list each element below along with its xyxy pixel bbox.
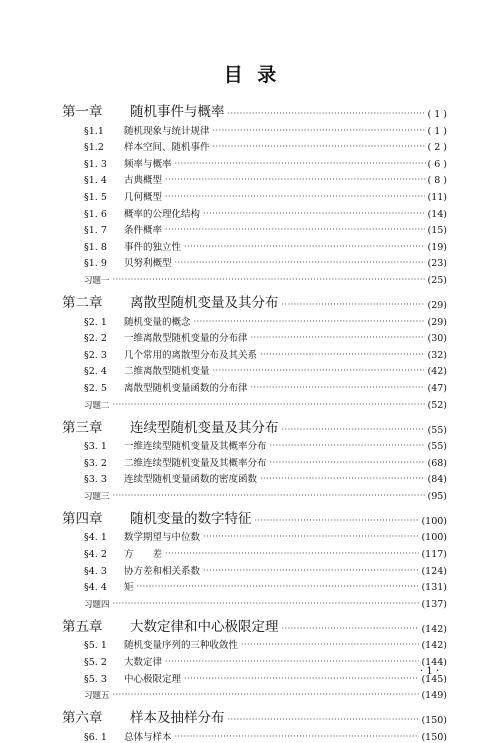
toc-section-row	[62, 344, 447, 361]
toc-entry-page: (30)	[427, 333, 447, 345]
toc-exercise-row	[62, 269, 447, 286]
toc-entry-number: 第三章	[62, 419, 103, 436]
toc-section-row	[62, 436, 447, 453]
toc-section-row	[62, 220, 447, 237]
dot-leader	[251, 384, 426, 394]
toc-entry-page: ( 1 )	[427, 125, 447, 137]
toc-entry-number: §1. 8	[84, 241, 107, 253]
toc-exercise-row	[62, 394, 447, 411]
toc-entry-title: 习题二	[84, 400, 110, 411]
toc-entry-page: (150)	[421, 731, 447, 743]
toc-entry-title: 连续型随机变量函数的密度函数	[124, 474, 258, 486]
toc-entry-number: §1.1	[84, 125, 104, 137]
toc-entry-number: §1. 7	[84, 225, 107, 237]
toc-entry-title: 随机现象与统计规律	[124, 125, 210, 137]
toc-entry-number: §6. 1	[84, 731, 107, 743]
dot-leader	[213, 143, 426, 153]
dot-leader	[165, 176, 425, 186]
toc-entry-page: (29)	[427, 316, 447, 328]
toc-entry-number: 第四章	[62, 510, 103, 527]
toc-section-row	[62, 361, 447, 378]
dot-leader	[282, 625, 420, 635]
toc-entry-title: 随机变量序列的三种收敛性	[124, 640, 239, 652]
toc-entry-title: 总体与样本	[124, 731, 172, 743]
toc-section-row	[62, 328, 447, 345]
dot-leader	[165, 658, 419, 668]
toc-entry-number: 第五章	[62, 618, 103, 635]
toc-entry-page: (100)	[421, 515, 447, 527]
toc-entry-title: 协方差和相关系数	[124, 565, 201, 577]
toc-entry-title: 方 差	[124, 549, 163, 561]
toc-entry-page: (29)	[427, 299, 447, 311]
dot-leader	[241, 641, 419, 651]
dot-leader	[260, 475, 425, 485]
toc-section-row	[62, 203, 447, 220]
toc-entry-number: §5. 2	[84, 657, 107, 669]
toc-entry-page: (95)	[427, 490, 447, 502]
toc-entry-number: 第二章	[62, 294, 103, 311]
toc-entry-page: ( 8 )	[427, 175, 447, 187]
toc-entry-title: 样本空间、随机事件	[124, 142, 210, 154]
dot-leader	[282, 301, 426, 311]
toc-entry-title: 中心极限定理	[124, 673, 182, 685]
toc-section-row	[62, 311, 447, 328]
toc-entry-page: (100)	[421, 532, 447, 544]
dot-leader	[282, 426, 426, 436]
toc-entry-title: 离散型随机变量函数的分布律	[124, 382, 248, 394]
toc-entry-title: 大数定律	[124, 657, 163, 669]
page-title: 目 录	[223, 64, 281, 86]
toc-entry-page: (131)	[421, 582, 447, 594]
toc-entry-page: (25)	[427, 274, 447, 286]
toc-entry-title: 习题四	[84, 599, 110, 610]
toc-entry-page: (47)	[427, 382, 447, 394]
toc-entry-number: §2. 2	[84, 333, 107, 345]
toc-entry-page: (145)	[421, 673, 447, 685]
toc-entry-page: ( 2 )	[427, 142, 447, 154]
toc-section-row	[62, 153, 447, 170]
toc-section-row	[62, 377, 447, 394]
toc-entry-number: §1. 5	[84, 191, 107, 203]
toc-entry-page: (55)	[427, 441, 447, 453]
toc-entry-title: 古典概型	[124, 175, 163, 187]
toc-exercise-row	[62, 485, 447, 502]
dot-leader	[203, 533, 419, 543]
toc-entry-page: (117)	[421, 549, 447, 561]
toc-entry-title: 一维连续型随机变量及其概率分布	[124, 441, 267, 453]
toc-entry-title: 大数定律和中心极限定理	[130, 618, 279, 635]
toc-section-row	[62, 527, 447, 544]
toc-entry-page: (124)	[421, 565, 447, 577]
toc-entry-page: (149)	[421, 690, 447, 702]
toc-entry-number: §3. 2	[84, 457, 107, 469]
toc-entry-title: 随机变量的概念	[124, 316, 191, 328]
toc-section-row	[62, 543, 447, 560]
toc-entry-page: ( 1 )	[427, 109, 447, 120]
toc-entry-title: 习题五	[84, 691, 110, 702]
toc-entry-title: 随机变量的数字特征	[130, 510, 252, 527]
toc-entry-title: 习题三	[84, 491, 110, 502]
toc-entry-title: 几个常用的离散型分布及其关系	[124, 349, 258, 361]
toc-entry-number: §2. 5	[84, 382, 107, 394]
dot-leader	[228, 716, 420, 726]
toc-entry-title: 随机事件与概率	[130, 104, 225, 120]
toc-entry-number: §5. 3	[84, 673, 107, 685]
dot-leader	[113, 276, 426, 286]
toc-entry-number: 第一章	[62, 104, 103, 120]
toc-entry-number: §1. 3	[84, 158, 107, 170]
toc-entry-title: 数学期望与中位数	[124, 532, 201, 544]
toc-section-row	[62, 452, 447, 469]
dot-leader	[203, 567, 419, 577]
toc-entry-page: (150)	[421, 715, 447, 727]
toc-entry-title: 连续型随机变量及其分布	[130, 419, 279, 436]
page-number: · 1 ·	[420, 666, 440, 677]
toc-entry-title: 样本及抽样分布	[130, 710, 225, 727]
toc-entry-number: §2. 4	[84, 366, 107, 378]
dot-leader	[270, 442, 426, 452]
toc-entry-page: (11)	[427, 191, 447, 203]
toc-entry-page: ( 6 )	[427, 158, 447, 170]
toc-entry-page: (23)	[427, 258, 447, 270]
toc-section-row	[62, 560, 447, 577]
toc-entry-title: 贝努利概型	[124, 258, 172, 270]
toc-entry-page: (52)	[427, 399, 447, 411]
toc-section-row	[62, 577, 447, 594]
toc-section-row	[62, 469, 447, 486]
toc-entry-number: §1. 9	[84, 258, 107, 270]
toc-entry-title: 频率与概率	[124, 158, 172, 170]
toc-section-row	[62, 668, 447, 685]
toc-entry-number: §4. 1	[84, 532, 107, 544]
dot-leader	[175, 259, 426, 269]
toc-chapter-row	[62, 505, 447, 527]
dot-leader	[255, 517, 420, 527]
table-of-contents	[62, 95, 447, 743]
toc-chapter-row	[62, 613, 447, 635]
toc-entry-page: (55)	[427, 424, 447, 436]
dot-leader	[113, 401, 426, 411]
toc-entry-page: (42)	[427, 366, 447, 378]
toc-entry-number: §4. 4	[84, 582, 107, 594]
toc-entry-number: §4. 2	[84, 549, 107, 561]
toc-entry-title: 习题一	[84, 275, 110, 286]
toc-entry-page: (142)	[421, 640, 447, 652]
toc-entry-number: §2. 3	[84, 349, 107, 361]
toc-entry-title: 概率的公理化结构	[124, 208, 201, 220]
dot-leader	[213, 367, 426, 377]
toc-entry-title: 二维连续型随机变量及其概率分布	[124, 457, 267, 469]
toc-entry-title: 离散型随机变量及其分布	[130, 294, 279, 311]
toc-section-row	[62, 137, 447, 154]
toc-entry-title: 几何概型	[124, 191, 163, 203]
dot-leader	[175, 160, 426, 170]
toc-entry-number: §4. 3	[84, 565, 107, 577]
dot-leader	[184, 675, 419, 685]
dot-leader	[137, 583, 420, 593]
dot-leader	[184, 243, 425, 253]
toc-entry-page: (32)	[427, 349, 447, 361]
toc-entry-title: 事件的独立性	[124, 241, 182, 253]
dot-leader	[165, 226, 425, 236]
toc-entry-title: 矩	[124, 582, 134, 594]
dot-leader	[270, 459, 426, 469]
toc-entry-title: 条件概率	[124, 225, 163, 237]
toc-entry-number: §1. 6	[84, 208, 107, 220]
toc-entry-number: §3. 1	[84, 441, 107, 453]
toc-entry-number: §1.2	[84, 142, 104, 154]
toc-entry-page: (144)	[421, 657, 447, 669]
toc-entry-title: 二维离散型随机变量	[124, 366, 210, 378]
dot-leader	[113, 600, 420, 610]
toc-section-row	[62, 651, 447, 668]
toc-entry-number: §2. 1	[84, 316, 107, 328]
dot-leader	[203, 210, 425, 220]
dot-leader	[228, 110, 426, 120]
toc-entry-number: 第六章	[62, 710, 103, 727]
toc-entry-page: (14)	[427, 208, 447, 220]
dot-leader	[113, 492, 426, 502]
toc-chapter-row	[62, 289, 447, 311]
dot-leader	[165, 193, 425, 203]
toc-section-row	[62, 236, 447, 253]
toc-section-row	[62, 170, 447, 187]
toc-entry-number: §3. 3	[84, 474, 107, 486]
dot-leader	[260, 351, 425, 361]
dot-leader	[175, 733, 420, 743]
dot-leader	[251, 334, 426, 344]
toc-exercise-row	[62, 685, 447, 702]
toc-section-row	[62, 186, 447, 203]
dot-leader	[113, 691, 420, 701]
dot-leader	[194, 318, 426, 328]
dot-leader	[213, 127, 426, 137]
toc-entry-number: §1. 4	[84, 175, 107, 187]
toc-entry-page: (84)	[427, 474, 447, 486]
toc-entry-page: (19)	[427, 241, 447, 253]
toc-section-row	[62, 635, 447, 652]
toc-exercise-row	[62, 593, 447, 610]
dot-leader	[165, 550, 419, 560]
toc-entry-number: §5. 1	[84, 640, 107, 652]
toc-entry-page: (68)	[427, 457, 447, 469]
toc-entry-title: 一维离散型随机变量的分布律	[124, 333, 248, 345]
toc-entry-page: (15)	[427, 225, 447, 237]
toc-chapter-row	[62, 98, 447, 120]
toc-section-row	[62, 726, 447, 743]
toc-chapter-row	[62, 704, 447, 726]
toc-chapter-row	[62, 414, 447, 436]
toc-section-row	[62, 120, 447, 137]
toc-section-row	[62, 253, 447, 270]
toc-entry-page: (142)	[421, 623, 447, 635]
toc-entry-page: (137)	[421, 598, 447, 610]
